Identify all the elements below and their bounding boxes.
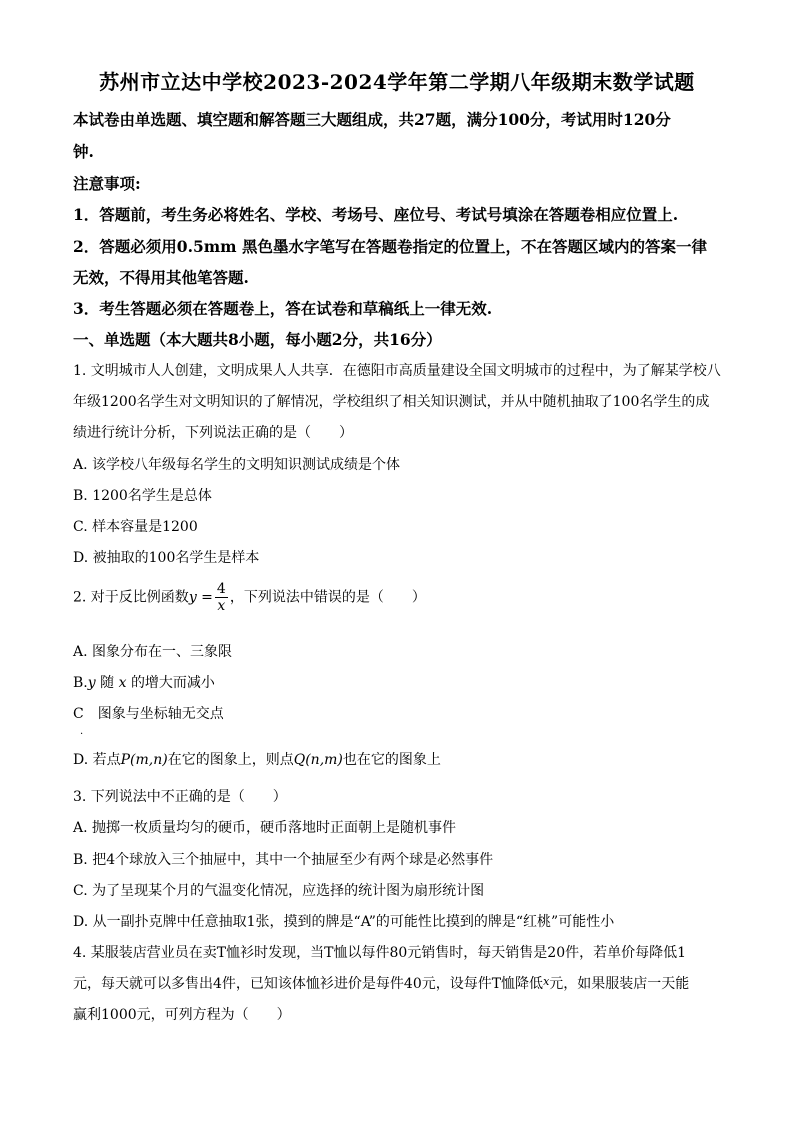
- q1-option-a: A. 该学校八年级每名学生的文明知识测试成绩是个体: [73, 457, 401, 473]
- q1-option-b: B. 1200名学生是总体: [73, 488, 212, 504]
- q1-line-2: 年级1200名学生对文明知识的了解情况，学校组织了相关知识测试，并从中随机抽取了100名学生的成: [73, 394, 710, 410]
- q2-stem: [73, 582, 426, 613]
- q2-d-post: 也在它的图象上: [342, 752, 441, 768]
- q4-line-2a: 元，每天就可以多售出4件，已知该体恤衫进价是每件40元，设每件T恤降低: [73, 976, 544, 992]
- q3-option-a: A. 抛掷一枚质量均匀的硬币，硬币落地时正面朝上是随机事件: [73, 820, 457, 836]
- q2-d-pre: D. 若点: [73, 752, 121, 768]
- notes-item-1: 1．答题前，考生务必将姓名、学校、考场号、座位号、考试号填涂在答题卷相应位置上.: [73, 205, 679, 224]
- q2-d-point-p: P(m,n): [120, 752, 168, 768]
- q3-option-c: C. 为了呈现某个月的气温变化情况，应选择的统计图为扇形统计图: [73, 883, 485, 899]
- q2-fraction-numerator: 4: [216, 581, 226, 597]
- intro-line-2: 钟.: [73, 142, 94, 161]
- q2-c-dot: .: [80, 726, 84, 737]
- q3-option-d: D. 从一副扑克牌中任意抽取1张，摸到的牌是“A”的可能性比摸到的牌是“红桃”可能性小: [73, 914, 615, 930]
- notes-item-3: 3．考生答题必须在答题卷上，答在试卷和草稿纸上一律无效.: [73, 299, 493, 318]
- notes-item-2b: 无效，不得用其他笔答题.: [73, 268, 249, 287]
- q4-line-3: 赢利1000元，可列方程为（ ）: [73, 1007, 291, 1023]
- intro-line-1: 本试卷由单选题、填空题和解答题三大题组成，共27题，满分100分，考试用时120分: [73, 110, 671, 129]
- q4-var-x: x: [543, 975, 550, 988]
- q2-b-label: B.: [73, 675, 88, 691]
- q1-option-c: C. 样本容量是1200: [73, 519, 198, 535]
- q4-line-2b: 元，如果服装店一天能: [549, 976, 690, 992]
- q2-fraction-denominator: x: [217, 598, 226, 614]
- q1-line-3: 绩进行统计分析，下列说法正确的是（ ）: [73, 425, 353, 441]
- q2-d-mid: 在它的图象上，则点: [167, 752, 294, 768]
- q2-suffix: ，下列说法中错误的是（ ）: [229, 589, 426, 606]
- q4-line-2: [73, 973, 689, 993]
- q2-fraction: [215, 582, 228, 613]
- q3-option-b: B. 把4个球放入三个抽屉中，其中一个抽屉至少有两个球是必然事件: [73, 852, 494, 868]
- q1-line-1: 1. 文明城市人人创建，文明成果人人共享．在德阳市高质量建设全国文明城市的过程中，为了解某学校八: [73, 363, 721, 379]
- q2-b-y: y: [87, 675, 96, 691]
- q3-stem: 3. 下列说法中不正确的是（ ）: [73, 789, 287, 805]
- q2-option-d: [73, 749, 441, 769]
- q1-option-d: D. 被抽取的100名学生是样本: [73, 550, 260, 566]
- section-heading: 一、单选题（本大题共8小题，每小题2分，共16分）: [73, 330, 442, 349]
- q2-option-a: A. 图象分布在一、三象限: [73, 644, 233, 660]
- q2-var: y =: [188, 589, 213, 606]
- q4-line-1: 4. 某服装店营业员在卖T恤衫时发现，当T恤以每件80元销售时，每天销售是20件，若单价每降低1: [73, 945, 687, 961]
- q2-prefix: 2. 对于反比例函数: [73, 589, 189, 606]
- q2-b-post: 的增大而减小: [130, 675, 215, 691]
- q2-b-x: x: [118, 675, 127, 691]
- notes-heading: 注意事项:: [73, 174, 141, 193]
- q2-option-c: C 图象与坐标轴无交点: [73, 706, 224, 722]
- notes-item-2a: 2．答题必须用0.5mm 黑色墨水字笔写在答题卷指定的位置上，不在答题区域内的答案一律: [73, 237, 707, 256]
- q2-d-point-q: Q(n,m): [293, 752, 343, 768]
- q2-b-mid: 随: [100, 675, 115, 691]
- q2-option-b: [73, 672, 215, 692]
- exam-title: 苏州市立达中学校2023-2024学年第二学期八年级期末数学试题: [99, 70, 695, 94]
